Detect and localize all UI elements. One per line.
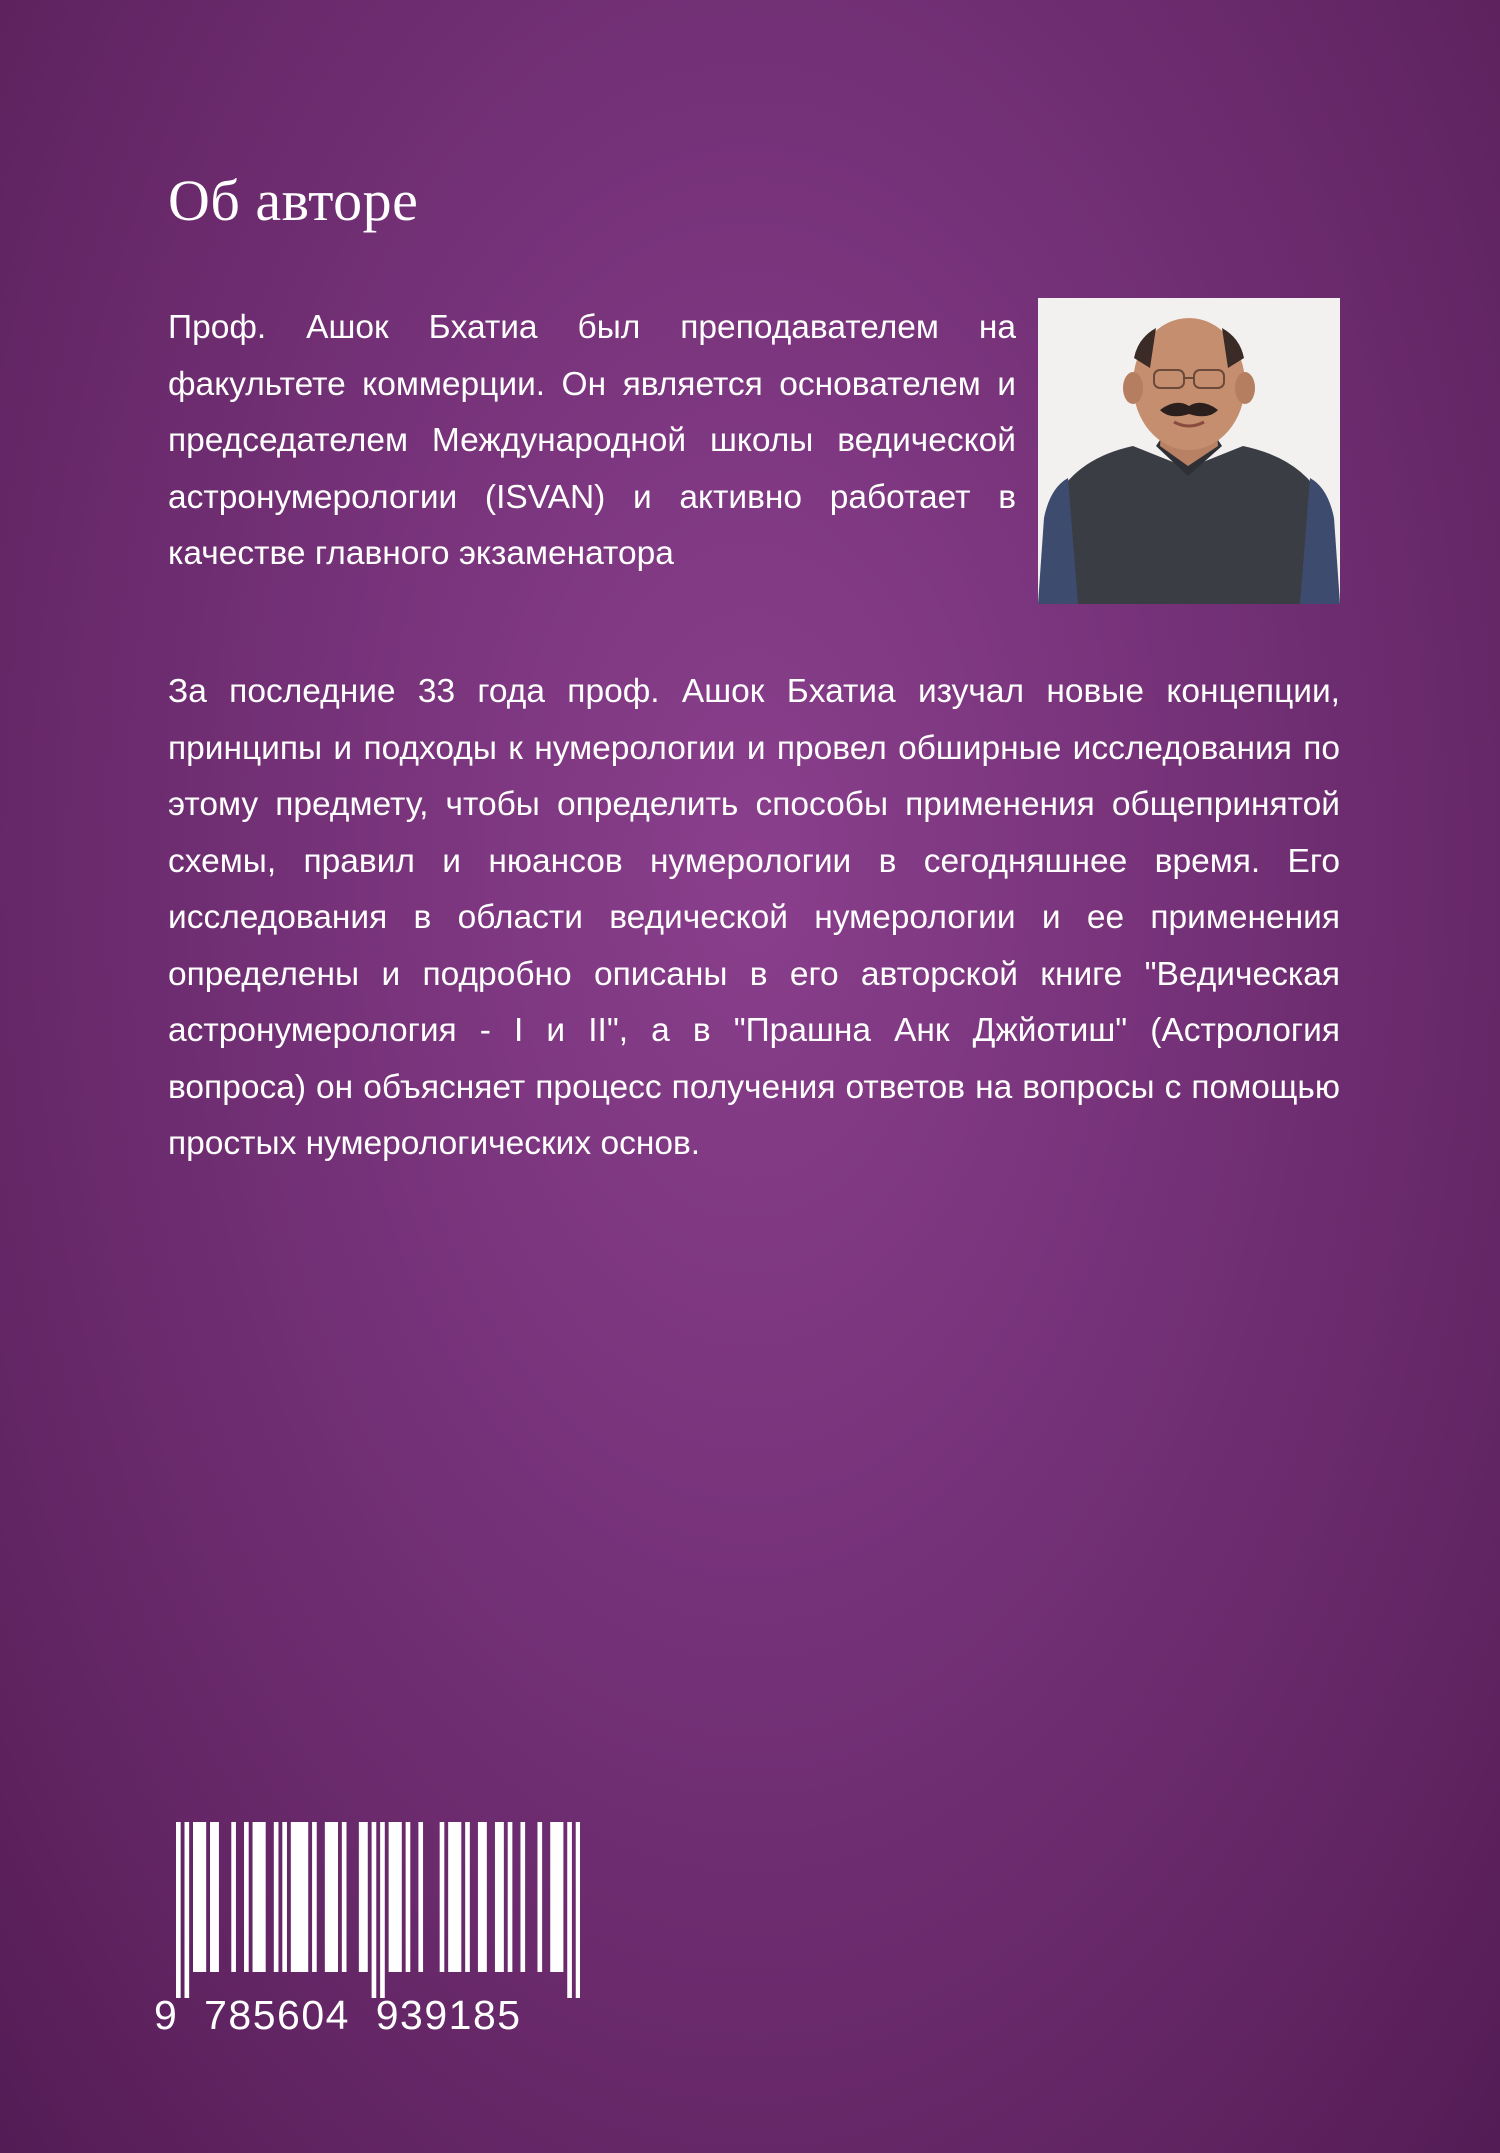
barcode-bar <box>202 1822 207 1972</box>
barcode-bar <box>393 1822 398 1972</box>
barcode-bar <box>457 1822 462 1972</box>
intro-paragraph: Проф. Ашок Бхатиа был преподавателем на факультете коммерции. Он является основателем и председателем Международной школы ведической астронумерологии (ISVAN) и активно работает в качестве главного экзаменатора <box>168 309 1016 572</box>
barcode-bar <box>291 1822 296 1972</box>
barcode-bars <box>176 1822 580 2004</box>
barcode-bar <box>299 1822 304 1972</box>
barcode-bar <box>274 1822 279 1972</box>
barcode-bar <box>448 1822 453 1972</box>
barcode-bar <box>418 1822 423 1972</box>
barcode-lead-digit: 9 <box>154 1992 179 2038</box>
barcode-bar <box>304 1822 309 1972</box>
barcode-bar <box>342 1822 347 1972</box>
barcode-bar <box>389 1822 394 1972</box>
author-portrait-illustration <box>1038 298 1340 604</box>
barcode-bar <box>193 1822 198 1972</box>
barcode-bar <box>499 1822 504 1972</box>
author-photo <box>1038 298 1340 604</box>
barcode-bar <box>452 1822 457 1972</box>
barcode-bar <box>244 1822 249 1972</box>
barcode-bar <box>508 1822 513 1972</box>
barcode-right-group: 939185 <box>375 1992 522 2038</box>
barcode-bar <box>554 1822 559 1972</box>
barcode-left-group: 785604 <box>204 1992 350 2038</box>
barcode-bar <box>372 1822 377 1998</box>
barcode-bar <box>214 1822 219 1972</box>
barcode-bar <box>550 1822 555 1972</box>
barcode-bar <box>295 1822 300 1972</box>
barcode-bar <box>231 1822 236 1972</box>
barcode-bar <box>176 1822 181 1998</box>
barcode-digits <box>154 1990 522 2040</box>
barcode-bar <box>495 1822 500 1972</box>
barcode-bar <box>567 1822 572 1998</box>
barcode-bar <box>359 1822 364 1972</box>
isbn-barcode <box>140 1822 580 2047</box>
barcode-bar <box>257 1822 262 1972</box>
barcode-bar <box>559 1822 564 1972</box>
barcode-bar <box>282 1822 287 1972</box>
barcode-bar <box>482 1822 487 1972</box>
barcode-bar <box>333 1822 338 1972</box>
barcode-bar <box>520 1822 525 1972</box>
barcode-bar <box>185 1822 190 1998</box>
barcode-bar <box>397 1822 402 1972</box>
barcode-bar <box>261 1822 266 1972</box>
barcode-bar <box>537 1822 542 1972</box>
barcode-bar <box>363 1822 368 1972</box>
main-paragraph: За последние 33 года проф. Ашок Бхатиа изучал новые концепции, принципы и подходы к нумерологии и провел обширные исследования по этому предмету, чтобы определить способы применения общепринятой схемы, правил и нюансов нумерологии в сегодняшнее время. Его исследования в области ведической нумерологии и ее применения определены и подробно описаны в его авторской книге "Ведическая астронумерология - I и II", а в "Прашна Анк Джйотиш" (Астрология вопроса) он объясняет процесс получения ответов на вопросы с помощью простых нумерологических основ. <box>168 673 1340 1162</box>
barcode-bar <box>253 1822 258 1972</box>
barcode-bar <box>197 1822 202 1972</box>
barcode-bar <box>576 1822 580 1998</box>
page-title: Об авторе <box>168 168 419 233</box>
barcode-bar <box>312 1822 317 1972</box>
barcode-bar <box>380 1822 385 1998</box>
barcode-bar <box>329 1822 334 1972</box>
barcode-bar <box>440 1822 445 1972</box>
barcode-bar <box>465 1822 470 1972</box>
barcode-bar <box>210 1822 215 1972</box>
barcode-bar <box>406 1822 411 1972</box>
barcode-bar <box>478 1822 483 1972</box>
intro-section <box>168 300 1016 630</box>
barcode-bar <box>325 1822 330 1972</box>
